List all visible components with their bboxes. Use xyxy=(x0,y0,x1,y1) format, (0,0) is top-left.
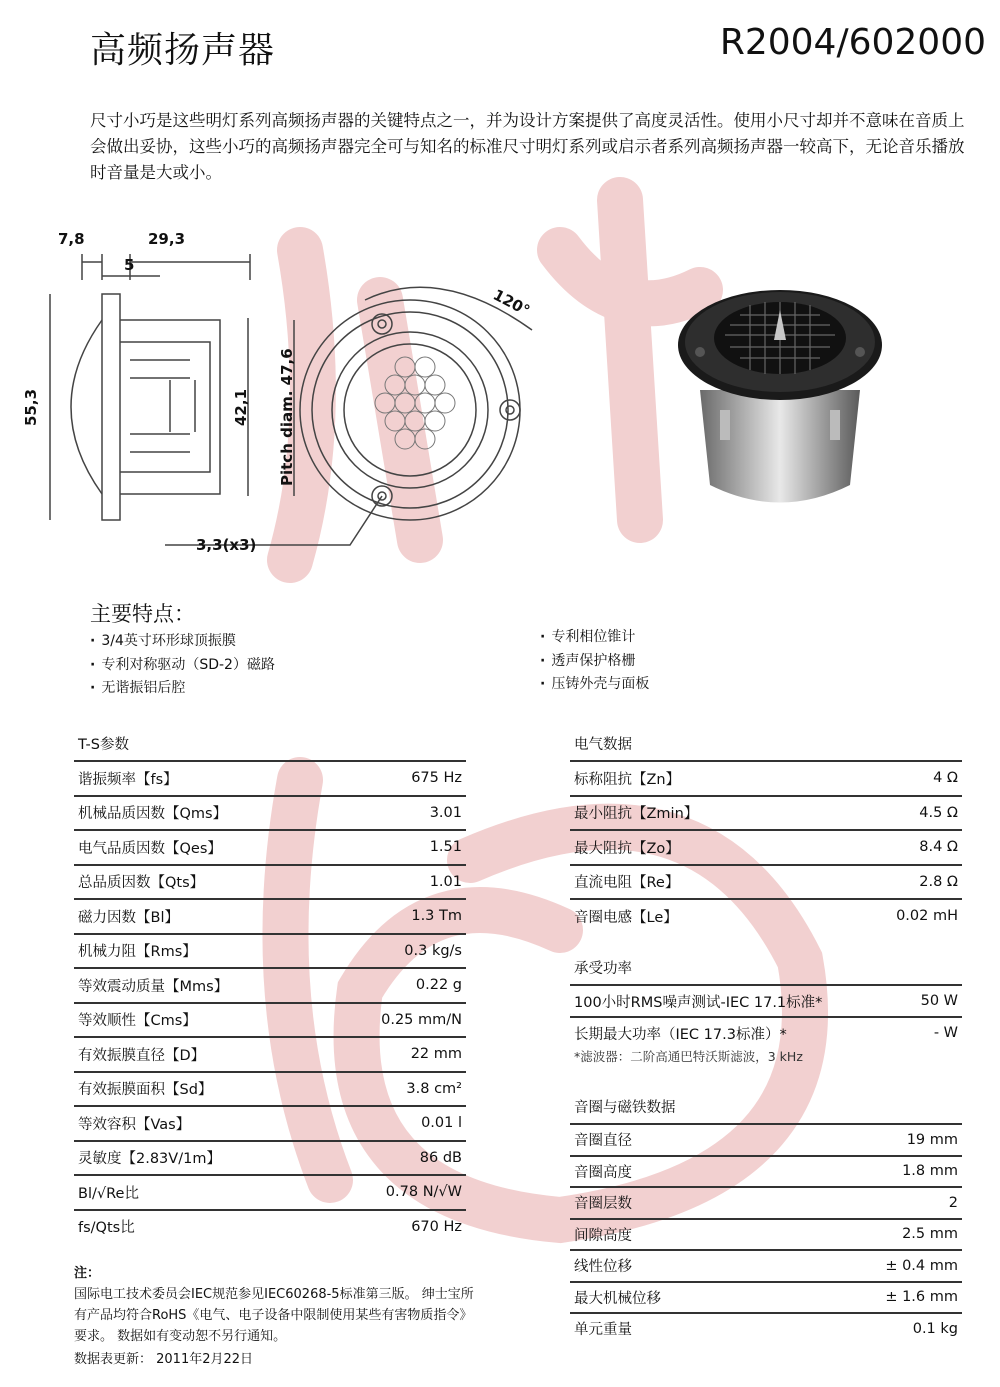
feature-item: · 压铸外壳与面板 xyxy=(540,673,649,697)
table-row xyxy=(570,796,962,831)
row-label: Bl/√Re比 xyxy=(74,1175,325,1210)
row-value: 0.1 kg xyxy=(782,1313,962,1344)
row-value: 22 mm xyxy=(325,1037,466,1072)
voice-coil-title: 音圈与磁铁数据 xyxy=(574,1100,676,1116)
row-label: 单元重量 xyxy=(570,1313,782,1344)
table-row xyxy=(570,1313,962,1344)
row-value: 2 xyxy=(782,1187,962,1219)
row-value: 675 Hz xyxy=(325,761,466,796)
row-value: 19 mm xyxy=(782,1124,962,1156)
features-left-list xyxy=(90,630,275,701)
notes-body: 国际电工技术委员会IEC规范参见IEC60268-5标准第三版。 绅士宝所有产品均符合RoHS《电气、电子设备中限制使用某些有害物质指令》要求。 数据如有变动恕不另行通知。 xyxy=(74,1287,474,1344)
row-value: 8.4 Ω xyxy=(826,830,962,865)
row-value: 0.01 l xyxy=(325,1106,466,1141)
electrical-title: 电气数据 xyxy=(574,737,632,753)
row-value: 0.22 g xyxy=(325,968,466,1003)
dim-55-3: 55,3 xyxy=(22,388,40,426)
row-value: 50 W xyxy=(903,985,962,1017)
row-value: 0.78 N/√W xyxy=(325,1175,466,1210)
row-value: 0.02 mH xyxy=(826,899,962,933)
table-row xyxy=(74,1210,466,1244)
row-label: 间隙高度 xyxy=(570,1219,782,1251)
table-row xyxy=(570,1017,962,1048)
row-label: 100小时RMS噪声测试-IEC 17.1标准* xyxy=(570,985,903,1017)
electrical-table xyxy=(570,733,962,933)
row-value: 0.25 mm/N xyxy=(325,1003,466,1038)
row-label: 等效顺性【Cms】 xyxy=(74,1003,325,1038)
table-row xyxy=(570,1219,962,1251)
row-value: ± 0.4 mm xyxy=(782,1250,962,1282)
table-row xyxy=(74,1175,466,1210)
table-row xyxy=(570,830,962,865)
table-row xyxy=(74,899,466,934)
notes-title: 注： xyxy=(74,1266,101,1281)
dim-5: 5 xyxy=(124,256,135,274)
technical-drawing xyxy=(20,220,590,560)
row-label: 谐振频率【fs】 xyxy=(74,761,325,796)
table-row xyxy=(74,761,466,796)
dim-angle: 120° xyxy=(490,285,533,320)
table-row xyxy=(74,1003,466,1038)
row-label: 最小阻抗【Zmin】 xyxy=(570,796,826,831)
row-value: 3.01 xyxy=(325,796,466,831)
table-row xyxy=(570,985,962,1017)
table-row xyxy=(74,1037,466,1072)
feature-item: · 专利相位锥计 xyxy=(540,626,649,650)
table-row xyxy=(570,1156,962,1188)
row-value: 670 Hz xyxy=(325,1210,466,1244)
power-table xyxy=(570,957,962,1048)
row-label: fs/Qts比 xyxy=(74,1210,325,1244)
table-row xyxy=(74,968,466,1003)
update-date: 数据表更新： 2011年2月22日 xyxy=(74,1352,254,1367)
table-row xyxy=(570,1282,962,1314)
row-label: 音圈电感【Le】 xyxy=(570,899,826,933)
row-label: 长期最大功率（IEC 17.3标准）* xyxy=(570,1017,903,1048)
dim-29-3: 29,3 xyxy=(148,230,186,248)
voice-coil-table xyxy=(570,1096,962,1344)
ts-parameters-table xyxy=(74,733,466,1243)
row-label: 机械品质因数【Qms】 xyxy=(74,796,325,831)
row-value: 2.8 Ω xyxy=(826,865,962,900)
row-value: 1.3 Tm xyxy=(325,899,466,934)
intro-paragraph: 尺寸小巧是这些明灯系列高频扬声器的关键特点之一，并为设计方案提供了高度灵活性。使用小尺寸却并不意味在音质上会做出妥协，这些小巧的高频扬声器完全可与知名的标准尺寸明灯系列或启示者系列高频扬声器一较高下，无论音乐播放时音量是大或小。 xyxy=(90,111,965,182)
notes-block xyxy=(74,1263,474,1370)
feature-item: · 专利对称驱动（SD-2）磁路 xyxy=(90,654,275,678)
row-value: - W xyxy=(903,1017,962,1048)
row-value: 86 dB xyxy=(325,1141,466,1176)
row-label: 机械力阻【Rms】 xyxy=(74,934,325,969)
table-row xyxy=(570,865,962,900)
feature-item: · 透声保护格栅 xyxy=(540,650,649,674)
table-row xyxy=(74,1072,466,1107)
ts-title: T-S参数 xyxy=(78,737,129,753)
row-label: 灵敏度【2.83V/1m】 xyxy=(74,1141,325,1176)
row-label: 最大阻抗【Zo】 xyxy=(570,830,826,865)
features-title: 主要特点： xyxy=(90,602,195,626)
table-row xyxy=(74,865,466,900)
row-label: 标称阻抗【Zn】 xyxy=(570,761,826,796)
feature-item: · 3/4英寸环形球顶振膜 xyxy=(90,630,275,654)
dim-pitch: Pitch diam. 47,6 xyxy=(278,348,296,486)
row-value: 3.8 cm² xyxy=(325,1072,466,1107)
row-label: 音圈直径 xyxy=(570,1124,782,1156)
row-value: 2.5 mm xyxy=(782,1219,962,1251)
row-value: 1.01 xyxy=(325,865,466,900)
row-label: 音圈高度 xyxy=(570,1156,782,1188)
table-row xyxy=(570,761,962,796)
table-row xyxy=(74,1141,466,1176)
feature-item: · 无谐振铝后腔 xyxy=(90,677,275,701)
table-row xyxy=(570,1250,962,1282)
power-footnote: *滤波器：二阶高通巴特沃斯滤波，3 kHz xyxy=(574,1049,803,1064)
row-label: 电气品质因数【Qes】 xyxy=(74,830,325,865)
dim-7-8: 7,8 xyxy=(58,230,85,248)
row-label: 等效容积【Vas】 xyxy=(74,1106,325,1141)
row-label: 线性位移 xyxy=(570,1250,782,1282)
row-label: 直流电阻【Re】 xyxy=(570,865,826,900)
table-row xyxy=(74,796,466,831)
table-row xyxy=(74,1106,466,1141)
row-label: 等效震动质量【Mms】 xyxy=(74,968,325,1003)
row-label: 磁力因数【Bl】 xyxy=(74,899,325,934)
table-row xyxy=(74,830,466,865)
row-value: 1.8 mm xyxy=(782,1156,962,1188)
row-label: 总品质因数【Qts】 xyxy=(74,865,325,900)
power-title: 承受功率 xyxy=(574,961,632,977)
table-row xyxy=(570,899,962,933)
row-label: 有效振膜面积【Sd】 xyxy=(74,1072,325,1107)
dim-42-1: 42,1 xyxy=(232,388,250,426)
row-value: 1.51 xyxy=(325,830,466,865)
table-row xyxy=(570,1187,962,1219)
row-value: 4.5 Ω xyxy=(826,796,962,831)
row-value: 4 Ω xyxy=(826,761,962,796)
model-number: R2004/602000 xyxy=(719,22,986,63)
table-row xyxy=(74,934,466,969)
dim-hole: 3,3(x3) xyxy=(196,536,257,554)
row-label: 最大机械位移 xyxy=(570,1282,782,1314)
row-label: 音圈层数 xyxy=(570,1187,782,1219)
table-row xyxy=(570,1124,962,1156)
row-value: 0.3 kg/s xyxy=(325,934,466,969)
features-right-list xyxy=(540,626,649,697)
row-value: ± 1.6 mm xyxy=(782,1282,962,1314)
page-title: 高频扬声器 xyxy=(90,30,276,71)
row-label: 有效振膜直径【D】 xyxy=(74,1037,325,1072)
product-photo xyxy=(670,280,890,530)
